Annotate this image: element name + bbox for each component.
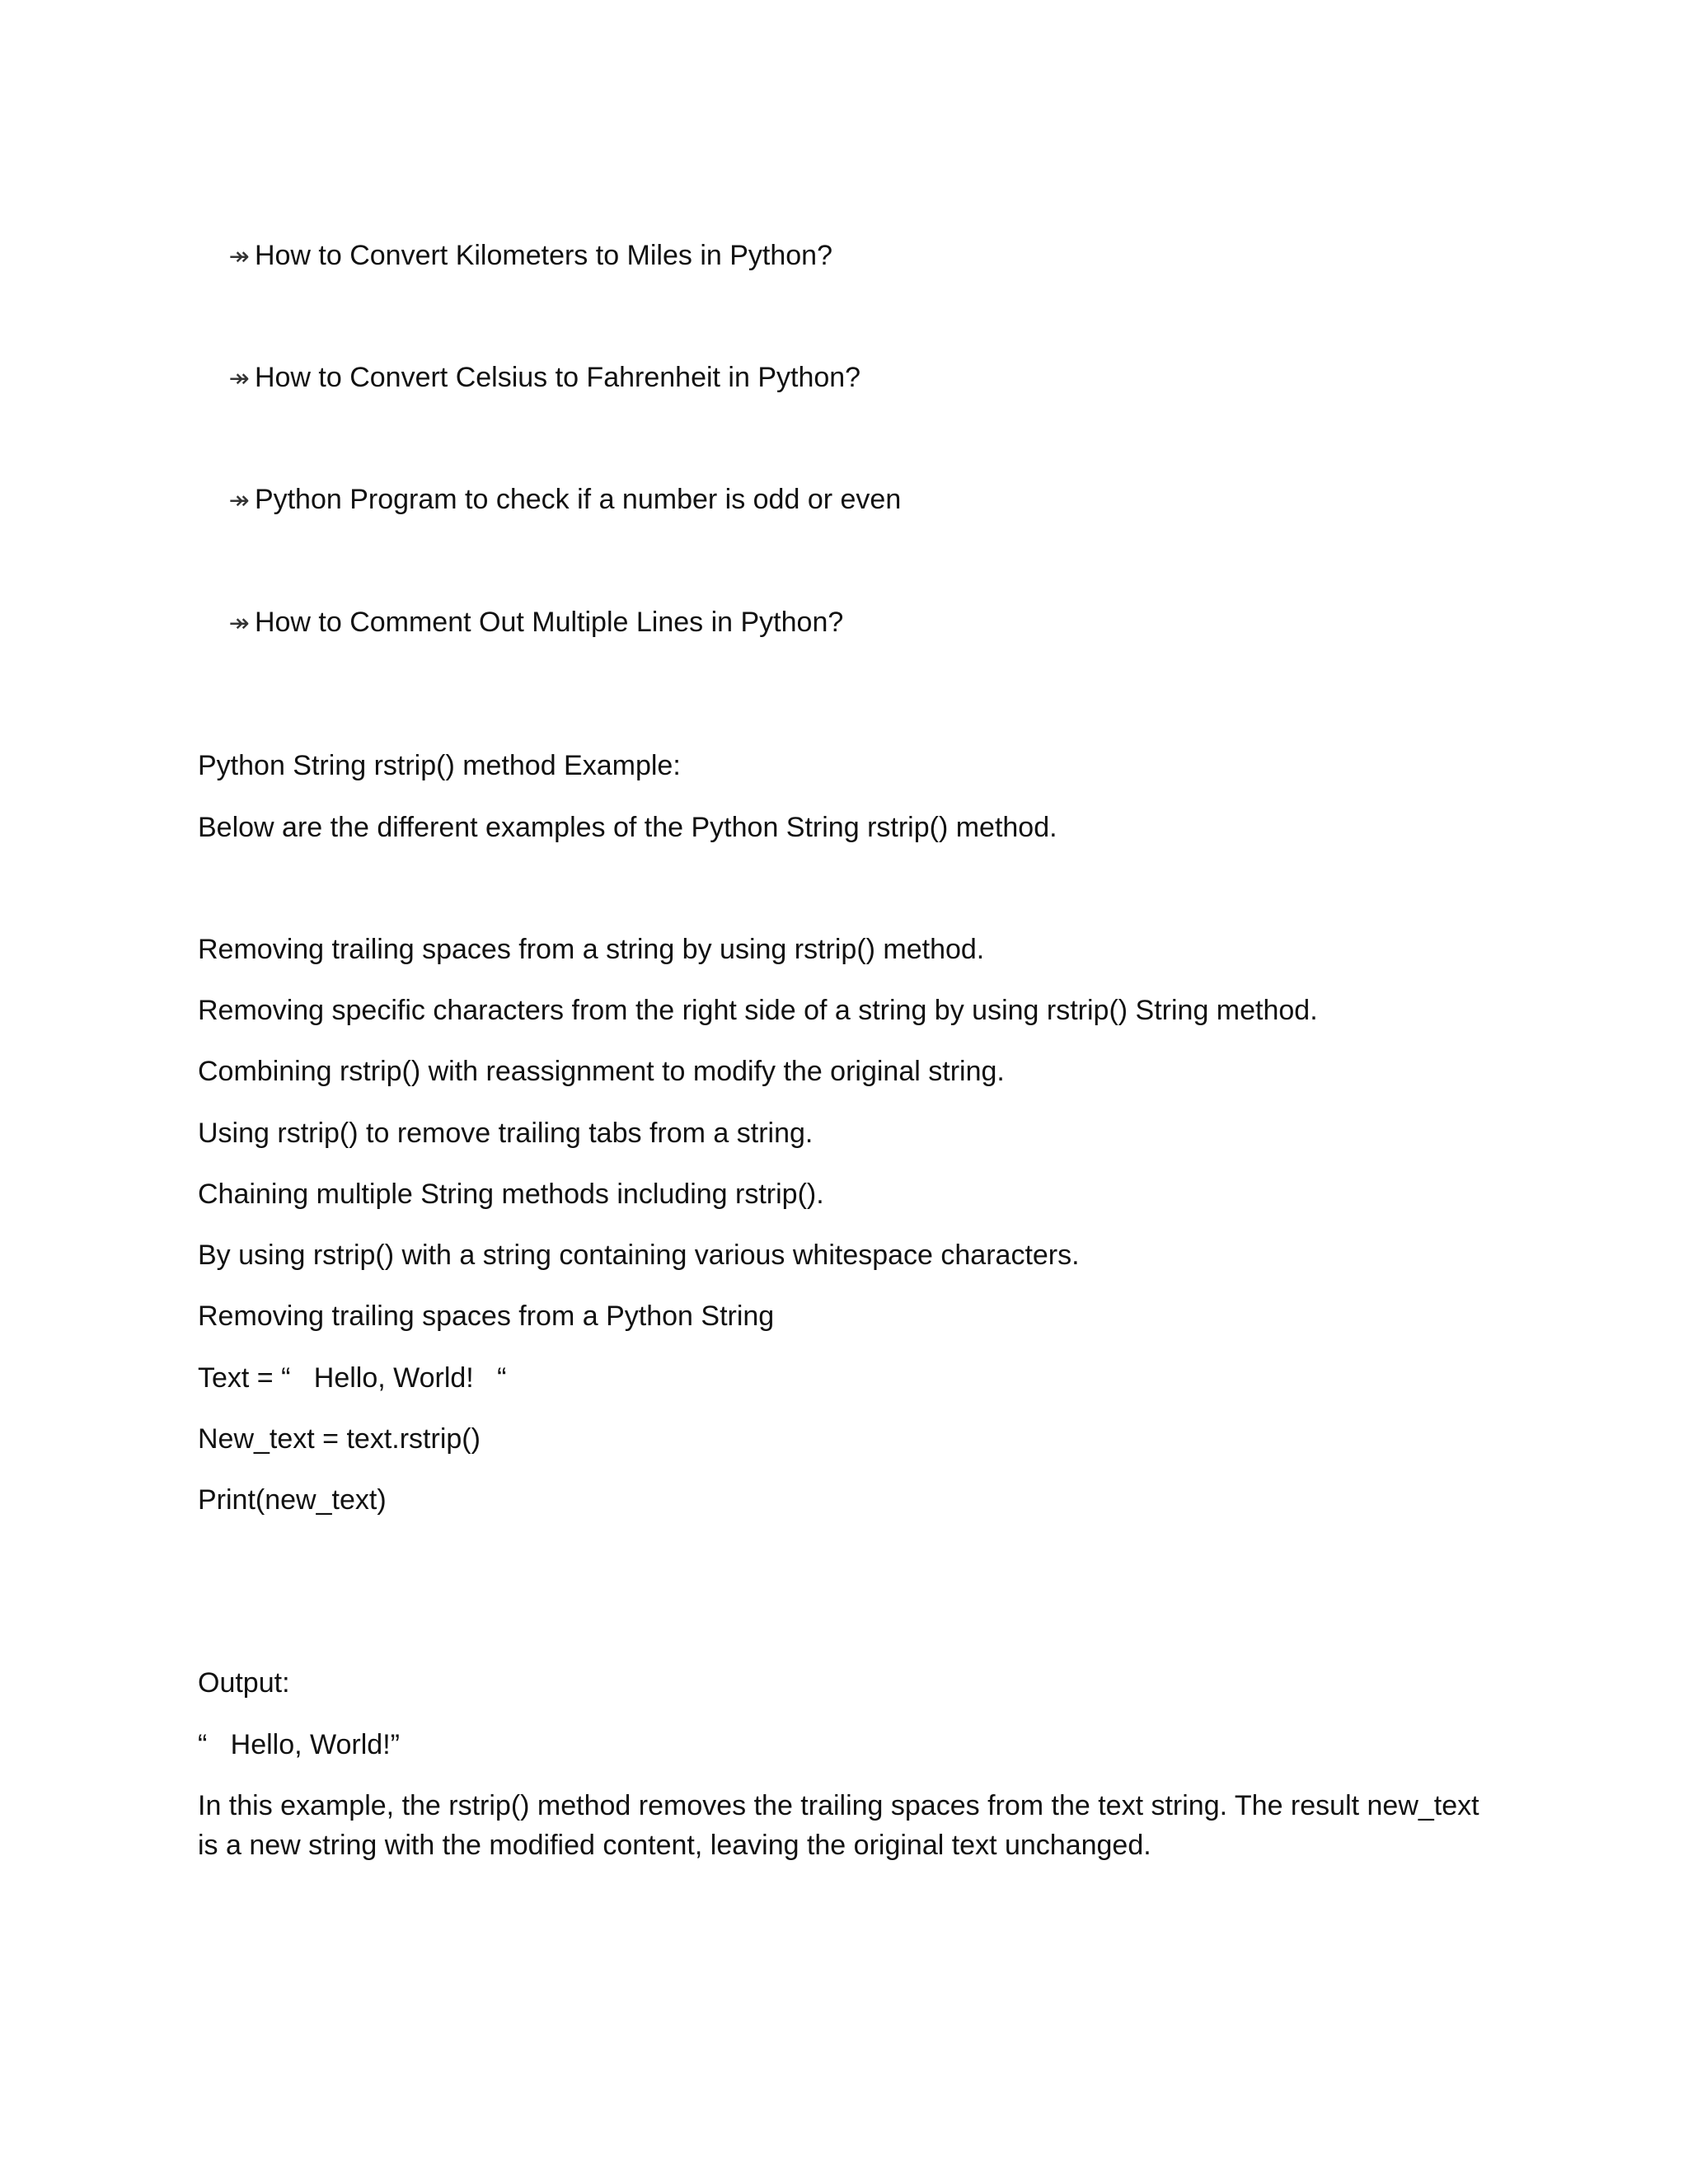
example-item: By using rstrip() with a string containing various whitespace characters.	[198, 1240, 1080, 1271]
related-link-km-to-miles[interactable]	[198, 196, 832, 316]
section-intro: Below are the different examples of the Python String rstrip() method.	[198, 812, 1057, 843]
double-arrow-icon: ↠	[228, 242, 250, 271]
example-item: Chaining multiple String methods including rstrip().	[198, 1179, 824, 1210]
code-line: Print(new_text)	[198, 1484, 387, 1516]
related-link-label: How to Comment Out Multiple Lines in Python?	[254, 607, 844, 638]
output-label: Output:	[198, 1667, 290, 1699]
example-item: Removing trailing spaces from a string by using rstrip() method.	[198, 934, 985, 965]
example-item: Removing specific characters from the right side of a string by using rstrip() String method.	[198, 995, 1318, 1026]
example-item: Using rstrip() to remove trailing tabs from a string.	[198, 1118, 814, 1149]
example-title: Removing trailing spaces from a Python String	[198, 1301, 775, 1332]
example-item: Combining rstrip() with reassignment to modify the original string.	[198, 1056, 1005, 1087]
related-link-label: Python Program to check if a number is odd or even	[254, 484, 902, 515]
related-link-label: How to Convert Celsius to Fahrenheit in Python?	[254, 362, 861, 393]
double-arrow-icon: ↠	[228, 486, 250, 515]
related-link-label: How to Convert Kilometers to Miles in Python?	[254, 240, 833, 271]
related-link-comment-multiple-lines[interactable]	[198, 563, 843, 683]
related-link-celsius-to-fahrenheit[interactable]	[198, 318, 860, 438]
double-arrow-icon: ↠	[228, 364, 250, 393]
code-line: Text = “ Hello, World! “	[198, 1362, 507, 1394]
section-heading: Python String rstrip() method Example:	[198, 750, 681, 781]
related-link-odd-or-even[interactable]	[198, 440, 901, 560]
double-arrow-icon: ↠	[228, 609, 250, 638]
explanation-paragraph: In this example, the rstrip() method removes the trailing spaces from the text string. The result new_text is a new string with the modified content, leaving the original text unchanged.	[198, 1790, 1479, 1861]
output-value: “ Hello, World!”	[198, 1729, 400, 1760]
code-line: New_text = text.rstrip()	[198, 1423, 481, 1455]
